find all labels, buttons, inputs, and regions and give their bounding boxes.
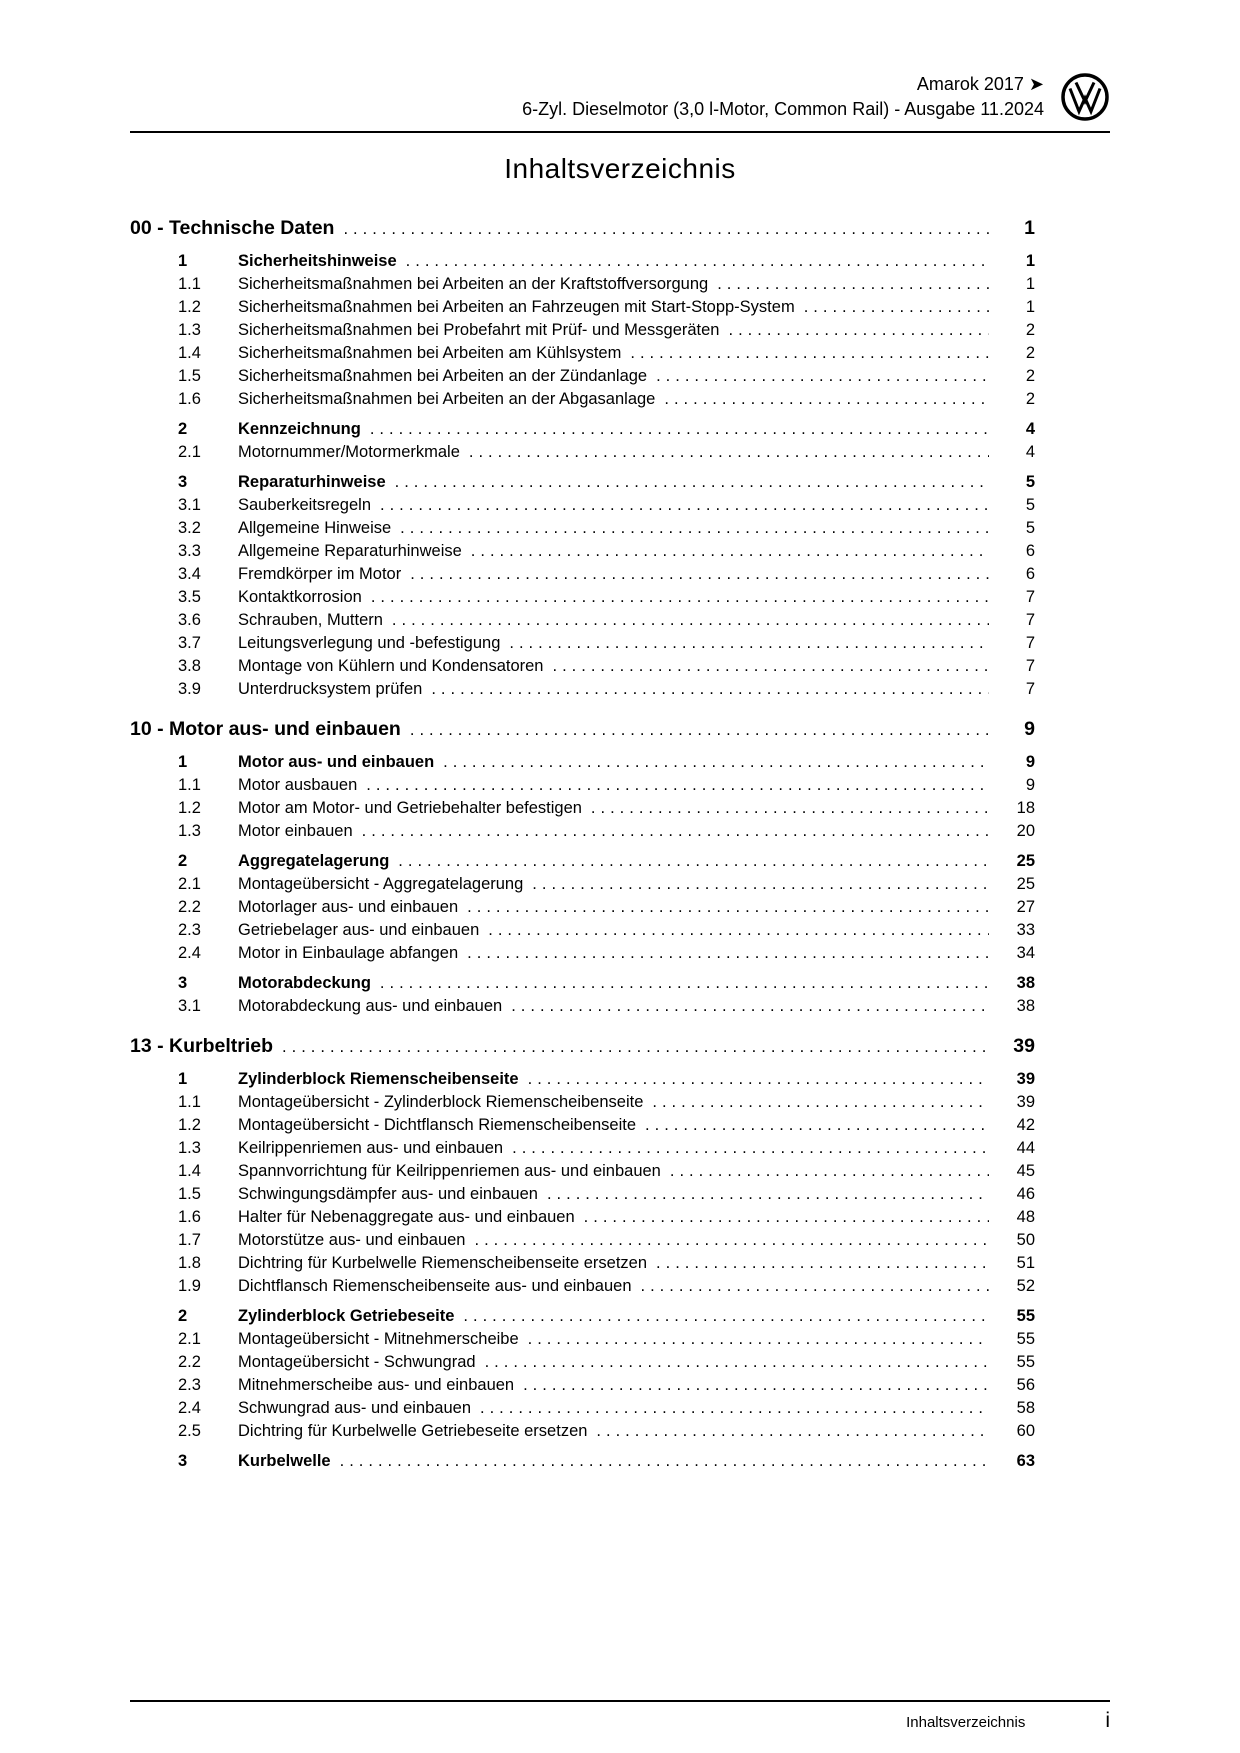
page-header [130,0,1110,133]
page-number: 9 [1025,753,1035,771]
toc-entry-number: 1.1 [178,1093,201,1111]
dot-leader [398,850,989,873]
toc-entry-number: 3.1 [178,496,201,514]
page-number: 2 [1025,367,1035,385]
toc-entry-title: Schwingungsdämpfer aus- und einbauen [238,1185,538,1203]
toc-entry-row [178,563,1035,586]
toc-chapter-title: 13 - Kurbeltrieb [130,1035,274,1057]
toc-entry-title: Fremdkörper im Motor [238,565,402,583]
dot-leader [664,388,989,411]
toc-entry-row [178,1252,1035,1275]
toc-entry-row [178,1114,1035,1137]
dot-leader [474,1229,989,1252]
toc-entry-title: Sauberkeitsregeln [238,496,371,514]
toc-entry-title: Kennzeichnung [238,420,361,438]
toc-entry-title: Montageübersicht - Schwungrad [238,1353,476,1371]
dot-leader [728,319,989,342]
dot-leader [596,1420,989,1443]
dot-leader [547,1183,989,1206]
page-number: 7 [1025,657,1035,675]
toc-entry-title: Mitnehmerscheibe aus- und einbauen [238,1376,515,1394]
toc [130,215,1110,1473]
toc-entry-title: Sicherheitshinweise [238,252,397,270]
dot-leader [804,296,989,319]
dot-leader [717,273,989,296]
toc-entry-title: Keilrippenriemen aus- und einbauen [238,1139,504,1157]
toc-entry-row [178,1305,1035,1328]
page-number: 25 [1016,875,1035,893]
toc-entry-number: 3.7 [178,634,201,652]
toc-entry-number: 1.2 [178,298,201,316]
toc-entry-number: 2.1 [178,443,201,461]
header-rule [130,131,1110,133]
toc-entry-number: 3.9 [178,680,201,698]
page-number: 42 [1016,1116,1035,1134]
dot-leader [528,1328,989,1351]
toc-entry-number: 3.4 [178,565,201,583]
toc-entry-number: 1.1 [178,776,201,794]
toc-entry-row [178,1275,1035,1298]
toc-entry-row [178,850,1035,873]
toc-entry-title: Allgemeine Reparaturhinweise [238,542,462,560]
page-number: 4 [1025,420,1035,438]
toc-entry-number: 3 [178,1452,188,1470]
toc-entry-number: 3 [178,974,188,992]
dot-leader [410,716,989,744]
toc-entry-title: Sicherheitsmaßnahmen bei Arbeiten an der Zündanlage [238,367,648,385]
toc-entry-row [178,942,1035,965]
toc-entry-row [178,517,1035,540]
toc-entry-row [178,632,1035,655]
toc-entry-title: Sicherheitsmaßnahmen bei Arbeiten am Kühlsystem [238,344,622,362]
toc-entry-row [178,609,1035,632]
toc-entry-number: 3.2 [178,519,201,537]
dot-leader [552,655,989,678]
page-number: 4 [1025,443,1035,461]
page-number: 55 [1016,1353,1035,1371]
dot-leader [467,896,989,919]
toc-entry-number: 1.4 [178,344,201,362]
toc-entry-number: 1 [178,753,188,771]
toc-entry-title: Motor ausbauen [238,776,358,794]
page-number: 7 [1025,680,1035,698]
page-number: 25 [1016,852,1035,870]
page-number: 1 [1025,298,1035,316]
toc-entry-number: 1.1 [178,275,201,293]
footer-page-number: i [1105,1709,1110,1732]
page-number: 38 [1016,997,1035,1015]
toc-entry-title: Motorlager aus- und einbauen [238,898,459,916]
dot-leader [471,540,989,563]
toc-entry-number: 2 [178,852,188,870]
dot-leader [431,678,989,701]
footer-label: Inhaltsverzeichnis [906,1714,1026,1731]
toc-entry-row [178,1351,1035,1374]
page-number: 55 [1016,1330,1035,1348]
dot-leader [343,215,989,243]
toc-chapter-row [130,1033,1035,1061]
page-number: 44 [1016,1139,1035,1157]
dot-leader [509,632,989,655]
toc-entry-number: 1.4 [178,1162,201,1180]
toc-entry-title: Sicherheitsmaßnahmen bei Arbeiten an Fahrzeugen mit Start-Stopp-System [238,298,795,316]
toc-entry-row [178,1420,1035,1443]
toc-entry-row [178,820,1035,843]
toc-entry-row [178,388,1035,411]
toc-entry-title: Motorabdeckung aus- und einbauen [238,997,503,1015]
toc-chapter-title: 00 - Technische Daten [130,217,335,239]
toc-entry-row [178,1183,1035,1206]
toc-entry-row [178,296,1035,319]
page-title: Inhaltsverzeichnis [504,153,736,184]
page-number: 7 [1025,634,1035,652]
dot-leader [371,586,989,609]
page-number: 20 [1016,822,1035,840]
toc-entry-number: 1.3 [178,321,201,339]
page-number: 33 [1016,921,1035,939]
dot-leader [340,1450,989,1473]
dot-leader [511,995,989,1018]
toc-entry-title: Leitungsverlegung und -befestigung [238,634,501,652]
toc-entry-title: Motor am Motor- und Getriebehalter befestigen [238,799,582,817]
page-number: 46 [1016,1185,1035,1203]
toc-entry-title: Motor aus- und einbauen [238,753,435,771]
toc-entry-number: 1.7 [178,1231,201,1249]
toc-entry-number: 2.4 [178,1399,201,1417]
toc-entry-title: Motorabdeckung [238,974,371,992]
toc-entry-title: Kurbelwelle [238,1452,331,1470]
toc-entry-row [178,273,1035,296]
page-number: 7 [1025,611,1035,629]
dot-leader [645,1114,989,1137]
toc-entry-row [178,995,1035,1018]
dot-leader [485,1351,989,1374]
toc-entry-title: Motornummer/Motormerkmale [238,443,460,461]
page-number: 9 [1024,718,1035,740]
toc-entry-row [178,441,1035,464]
toc-entry-number: 2.4 [178,944,201,962]
toc-entry-title: Halter für Nebenaggregate aus- und einbauen [238,1208,575,1226]
toc-entry-number: 1 [178,1070,188,1088]
toc-entry-row [178,1091,1035,1114]
toc-entry-row [178,540,1035,563]
dot-leader [443,751,989,774]
toc-entry-row [178,972,1035,995]
toc-entry-number: 3.5 [178,588,201,606]
toc-entry-title: Schrauben, Muttern [238,611,383,629]
toc-entry-title: Kontaktkorrosion [238,588,362,606]
toc-entry-number: 3 [178,473,188,491]
toc-entry-number: 1.3 [178,1139,201,1157]
page-number: 7 [1025,588,1035,606]
dot-leader [392,609,989,632]
toc-entry-row [178,1450,1035,1473]
toc-entry-number: 3.3 [178,542,201,560]
page-number: 6 [1025,542,1035,560]
page-number: 45 [1016,1162,1035,1180]
toc-entry-row [178,1374,1035,1397]
dot-leader [480,1397,989,1420]
page-number: 1 [1025,252,1035,270]
toc-entry-title: Montage von Kühlern und Kondensatoren [238,657,544,675]
toc-entry-row [178,678,1035,701]
toc-entry-number: 1.3 [178,822,201,840]
toc-entry-number: 2 [178,420,188,438]
dot-leader [630,342,989,365]
toc-entry-title: Motor in Einbaulage abfangen [238,944,459,962]
toc-entry-title: Sicherheitsmaßnahmen bei Arbeiten an der Abgasanlage [238,390,656,408]
toc-entry-number: 2.3 [178,1376,201,1394]
dot-leader [410,563,989,586]
toc-entry-title: Dichtflansch Riemenscheibenseite aus- und einbauen [238,1277,632,1295]
footer-rule [130,1700,1110,1702]
header-subtitle: 6-Zyl. Dieselmotor (3,0 l-Motor, Common Rail) - Ausgabe 11.2024 [522,99,1044,119]
dot-leader [380,494,989,517]
toc-entry-row [178,797,1035,820]
toc-entry-title: Spannvorrichtung für Keilrippenriemen aus- und einbauen [238,1162,661,1180]
page-number: 63 [1016,1452,1035,1470]
page-number: 58 [1016,1399,1035,1417]
toc-entry-row [178,1137,1035,1160]
toc-entry-row [178,471,1035,494]
page-number: 5 [1025,519,1035,537]
page-number: 50 [1016,1231,1035,1249]
dot-leader [380,972,989,995]
page-number: 38 [1016,974,1035,992]
dot-leader [656,1252,989,1275]
dot-leader [670,1160,989,1183]
toc-entry-row [178,774,1035,797]
toc-entry-row [178,751,1035,774]
dot-leader [395,471,989,494]
toc-entry-row [178,1160,1035,1183]
dot-leader [656,365,989,388]
toc-entry-title: Schwungrad aus- und einbauen [238,1399,472,1417]
toc-chapter-row [130,716,1035,744]
toc-entry-title: Montageübersicht - Aggregatelagerung [238,875,524,893]
toc-entry-title: Zylinderblock Riemenscheibenseite [238,1070,519,1088]
toc-entry-title: Montageübersicht - Dichtflansch Riemenscheibenseite [238,1116,637,1134]
dot-leader [400,517,989,540]
toc-entry-number: 1.9 [178,1277,201,1295]
dot-leader [282,1033,989,1061]
vw-logo-icon [1060,72,1110,122]
page-number: 6 [1025,565,1035,583]
page-number: 2 [1025,344,1035,362]
dot-leader [528,1068,989,1091]
page-number: 1 [1024,217,1035,239]
toc-chapter-row [130,215,1035,243]
page-number: 39 [1016,1070,1035,1088]
dot-leader [469,441,989,464]
toc-entry-title: Allgemeine Hinweise [238,519,392,537]
page-number: 5 [1025,473,1035,491]
page-number: 2 [1025,390,1035,408]
page-number: 34 [1016,944,1035,962]
toc-entry-title: Montageübersicht - Mitnehmerscheibe [238,1330,519,1348]
toc-entry-number: 1.6 [178,390,201,408]
dot-leader [463,1305,989,1328]
toc-entry-row [178,896,1035,919]
toc-entry-title: Getriebelager aus- und einbauen [238,921,480,939]
dot-leader [366,774,989,797]
page-number: 56 [1016,1376,1035,1394]
dot-leader [584,1206,989,1229]
page-number: 52 [1016,1277,1035,1295]
toc-entry-number: 1.2 [178,799,201,817]
page-number: 18 [1016,799,1035,817]
toc-entry-number: 2 [178,1307,188,1325]
page-number: 39 [1013,1035,1035,1057]
header-model: Amarok 2017 ➤ [916,74,1044,94]
toc-entry-row [178,873,1035,896]
page-footer [130,1700,1110,1733]
toc-entry-number: 1.2 [178,1116,201,1134]
page-number: 48 [1016,1208,1035,1226]
toc-entry-row [178,418,1035,441]
page-number: 5 [1025,496,1035,514]
page-number: 9 [1025,776,1035,794]
toc-entry-row [178,586,1035,609]
toc-entry-title: Dichtring für Kurbelwelle Riemenscheibenseite ersetzen [238,1254,648,1272]
toc-entry-number: 1.5 [178,367,201,385]
page-number: 55 [1016,1307,1035,1325]
toc-entry-row [178,319,1035,342]
toc-entry-row [178,494,1035,517]
dot-leader [370,418,989,441]
toc-entry-number: 3.8 [178,657,201,675]
dot-leader [532,873,989,896]
page-number: 2 [1025,321,1035,339]
toc-entry-number: 1 [178,252,188,270]
page-number: 60 [1016,1422,1035,1440]
page-number: 51 [1016,1254,1035,1272]
toc-entry-number: 2.1 [178,1330,201,1348]
page-number: 27 [1016,898,1035,916]
dot-leader [641,1275,990,1298]
toc-entry-row [178,1068,1035,1091]
dot-leader [591,797,989,820]
dot-leader [523,1374,989,1397]
toc-entry-row [178,655,1035,678]
toc-entry-title: Unterdrucksystem prüfen [238,680,423,698]
toc-entry-number: 3.1 [178,997,201,1015]
toc-entry-row [178,1397,1035,1420]
toc-entry-number: 2.3 [178,921,201,939]
toc-entry-row [178,919,1035,942]
dot-leader [406,250,989,273]
toc-entry-row [178,250,1035,273]
toc-entry-title: Motorstütze aus- und einbauen [238,1231,466,1249]
toc-entry-number: 2.2 [178,898,201,916]
toc-entry-title: Sicherheitsmaßnahmen bei Probefahrt mit Prüf- und Messgeräten [238,321,720,339]
dot-leader [362,820,989,843]
toc-entry-number: 2.5 [178,1422,201,1440]
page-number: 1 [1025,275,1035,293]
toc-entry-title: Aggregatelagerung [238,852,390,870]
page-number: 39 [1016,1093,1035,1111]
toc-entry-title: Montageübersicht - Zylinderblock Riemenscheibenseite [238,1093,644,1111]
toc-entry-row [178,1206,1035,1229]
toc-entry-title: Motor einbauen [238,822,353,840]
toc-entry-row [178,1229,1035,1252]
dot-leader [512,1137,989,1160]
toc-entry-number: 1.5 [178,1185,201,1203]
toc-entry-title: Reparaturhinweise [238,473,386,491]
dot-leader [652,1091,989,1114]
toc-entry-row [178,365,1035,388]
toc-entry-number: 2.2 [178,1353,201,1371]
toc-entry-number: 1.6 [178,1208,201,1226]
toc-entry-row [178,342,1035,365]
toc-entry-title: Zylinderblock Getriebeseite [238,1307,455,1325]
toc-chapter-title: 10 - Motor aus- und einbauen [130,718,401,740]
toc-entry-number: 1.8 [178,1254,201,1272]
toc-entry-title: Dichtring für Kurbelwelle Getriebeseite ersetzen [238,1422,588,1440]
dot-leader [488,919,989,942]
toc-entry-title: Sicherheitsmaßnahmen bei Arbeiten an der Kraftstoffversorgung [238,275,709,293]
dot-leader [467,942,989,965]
toc-entry-number: 2.1 [178,875,201,893]
toc-entry-row [178,1328,1035,1351]
toc-entry-number: 3.6 [178,611,201,629]
